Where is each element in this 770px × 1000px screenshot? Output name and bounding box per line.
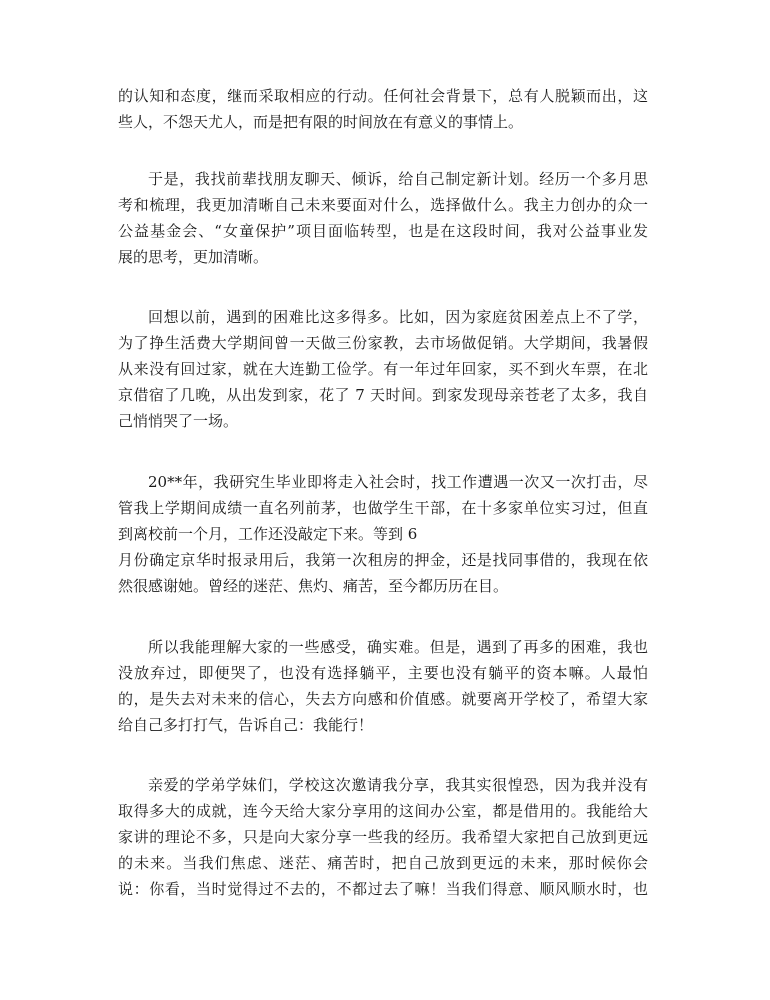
text-line: 公益基金会、“女童保护”项目面临转型，也是在这段时间，我对公益事业发	[118, 222, 648, 240]
text-line: 于是，我找前辈找朋友聊天、倾诉，给自己制定新计划。经历一个多月思	[148, 170, 648, 188]
text-line: 考和梳理，我更加清晰自己未来要面对什么，选择做什么。我主力创办的众一	[118, 196, 648, 214]
paragraph	[118, 83, 648, 135]
text-line: 所以我能理解大家的一些感受，确实难。但是，遇到了再多的困难，我也	[148, 638, 648, 656]
text-line: 亲爱的学弟学妹们，学校这次邀请我分享，我其实很惶恐，因为我并没有	[148, 776, 648, 794]
text-line: 己悄悄哭了一场。	[118, 412, 239, 430]
text-line: 回想以前，遇到的困难比这多得多。比如，因为家庭贫困差点上不了学，	[148, 308, 648, 326]
text-line: 然很感谢她。曾经的迷茫、焦灼、痛苦，至今都历历在目。	[118, 577, 509, 595]
text-line: 展的思考，更加清晰。	[118, 248, 269, 266]
text-line: 给自己多打打气，告诉自己：我能行！	[118, 716, 374, 734]
paragraph	[118, 469, 648, 599]
text-line: 从来没有回过家，就在大连勤工俭学。有一年过年回家，买不到火车票，在北	[118, 360, 648, 378]
text-line: 20**年，我研究生毕业即将走入社会时，找工作遭遇一次又一次打击，尽	[148, 473, 648, 491]
text-line: 京借宿了几晚，从出发到家，花了 7 天时间。到家发现母亲苍老了太多，我自	[118, 386, 648, 404]
text-line: 为了挣生活费大学期间曾一天做三份家教，去市场做促销。大学期间，我暑假	[118, 334, 648, 352]
text-line: 的未来。当我们焦虑、迷茫、痛苦时，把自己放到更远的未来，那时候你会	[118, 854, 648, 872]
paragraph	[118, 634, 648, 738]
paragraph	[118, 304, 648, 434]
text-line: 管我上学期间成绩一直名列前茅，也做学生干部，在十多家单位实习过，但直	[118, 499, 648, 517]
text-line: 的认知和态度，继而采取相应的行动。任何社会背景下，总有人脱颖而出，这	[118, 87, 648, 105]
text-line: 些人，不怨天尤人，而是把有限的时间放在有意义的事情上。	[118, 113, 524, 131]
text-line: 取得多大的成就，连今天给大家分享用的这间办公室，都是借用的。我能给大	[118, 802, 648, 820]
text-line: 到离校前一个月，工作还没敲定下来。等到 6	[118, 525, 418, 543]
text-line: 说：你看，当时觉得过不去的，不都过去了嘛！当我们得意、顺风顺水时，也	[118, 880, 648, 898]
paragraph	[118, 772, 648, 902]
paragraph	[118, 166, 648, 270]
text-line: 没放弃过，即便哭了，也没有选择躺平，主要也没有躺平的资本嘛。人最怕	[118, 664, 648, 682]
text-line: 家讲的理论不多，只是向大家分享一些我的经历。我希望大家把自己放到更远	[118, 828, 648, 846]
text-line: 的，是失去对未来的信心，失去方向感和价值感。就要离开学校了，希望大家	[118, 690, 648, 708]
text-line: 月份确定京华时报录用后，我第一次租房的押金，还是找同事借的，我现在依	[118, 551, 648, 569]
